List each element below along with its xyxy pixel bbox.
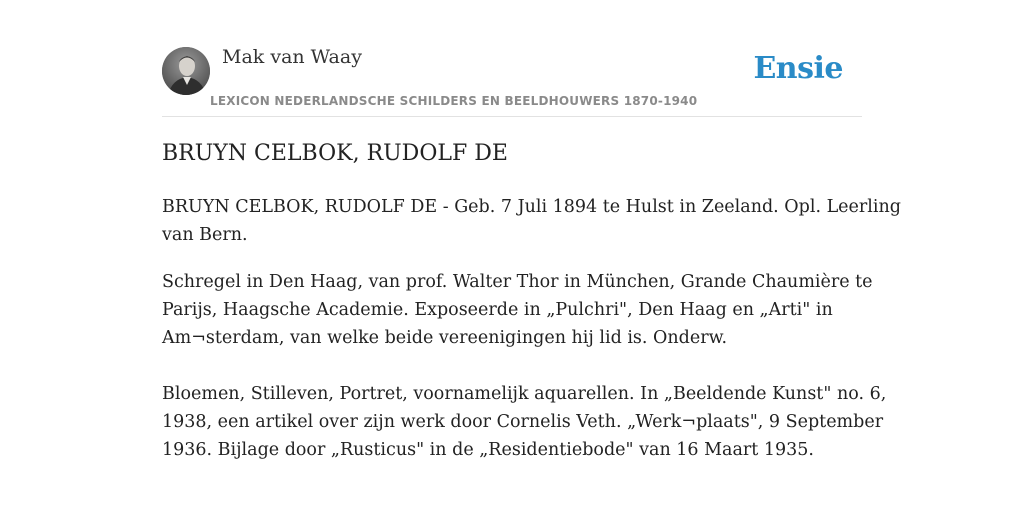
text-line: Parijs, Haagsche Academie. Exposeerde in „Pulchri", Den Haag en „Arti" in xyxy=(162,300,833,320)
brand-logo[interactable]: Ensie xyxy=(753,51,843,86)
paragraph-intro xyxy=(162,193,901,249)
entry-header xyxy=(162,0,862,117)
entry-card xyxy=(162,0,901,512)
text-line: Am¬sterdam, van welke beide vereenigingen hij lid is. Onderw. xyxy=(162,328,728,348)
line-break xyxy=(162,352,862,380)
author-name[interactable]: Mak van Waay xyxy=(222,46,362,68)
text-line: BRUYN CELBOK, RUDOLF DE - Geb. 7 Juli 1894 te Hulst in Zeeland. Opl. Leerling xyxy=(162,197,901,217)
text-line: 1936. Bijlage door „Rusticus" in de „Residentiebode" van 16 Maart 1935. xyxy=(162,440,814,460)
text-line: van Bern. xyxy=(162,225,248,245)
author-avatar[interactable] xyxy=(162,47,210,95)
text-line: Schregel in Den Haag, van prof. Walter Thor in München, Grande Chaumière te xyxy=(162,272,873,292)
paragraph-details xyxy=(162,268,887,464)
text-line: Bloemen, Stilleven, Portret, voornamelijk aquarellen. In „Beeldende Kunst" no. 6, xyxy=(162,384,887,404)
portrait-photo-icon xyxy=(162,47,210,95)
page-title: BRUYN CELBOK, RUDOLF DE xyxy=(162,141,508,166)
entry-body xyxy=(162,193,901,483)
source-title[interactable]: LEXICON NEDERLANDSCHE SCHILDERS EN BEELDHOUWERS 1870-1940 xyxy=(210,94,698,108)
text-line: 1938, een artikel over zijn werk door Cornelis Veth. „Werk¬plaats", 9 September xyxy=(162,412,884,432)
